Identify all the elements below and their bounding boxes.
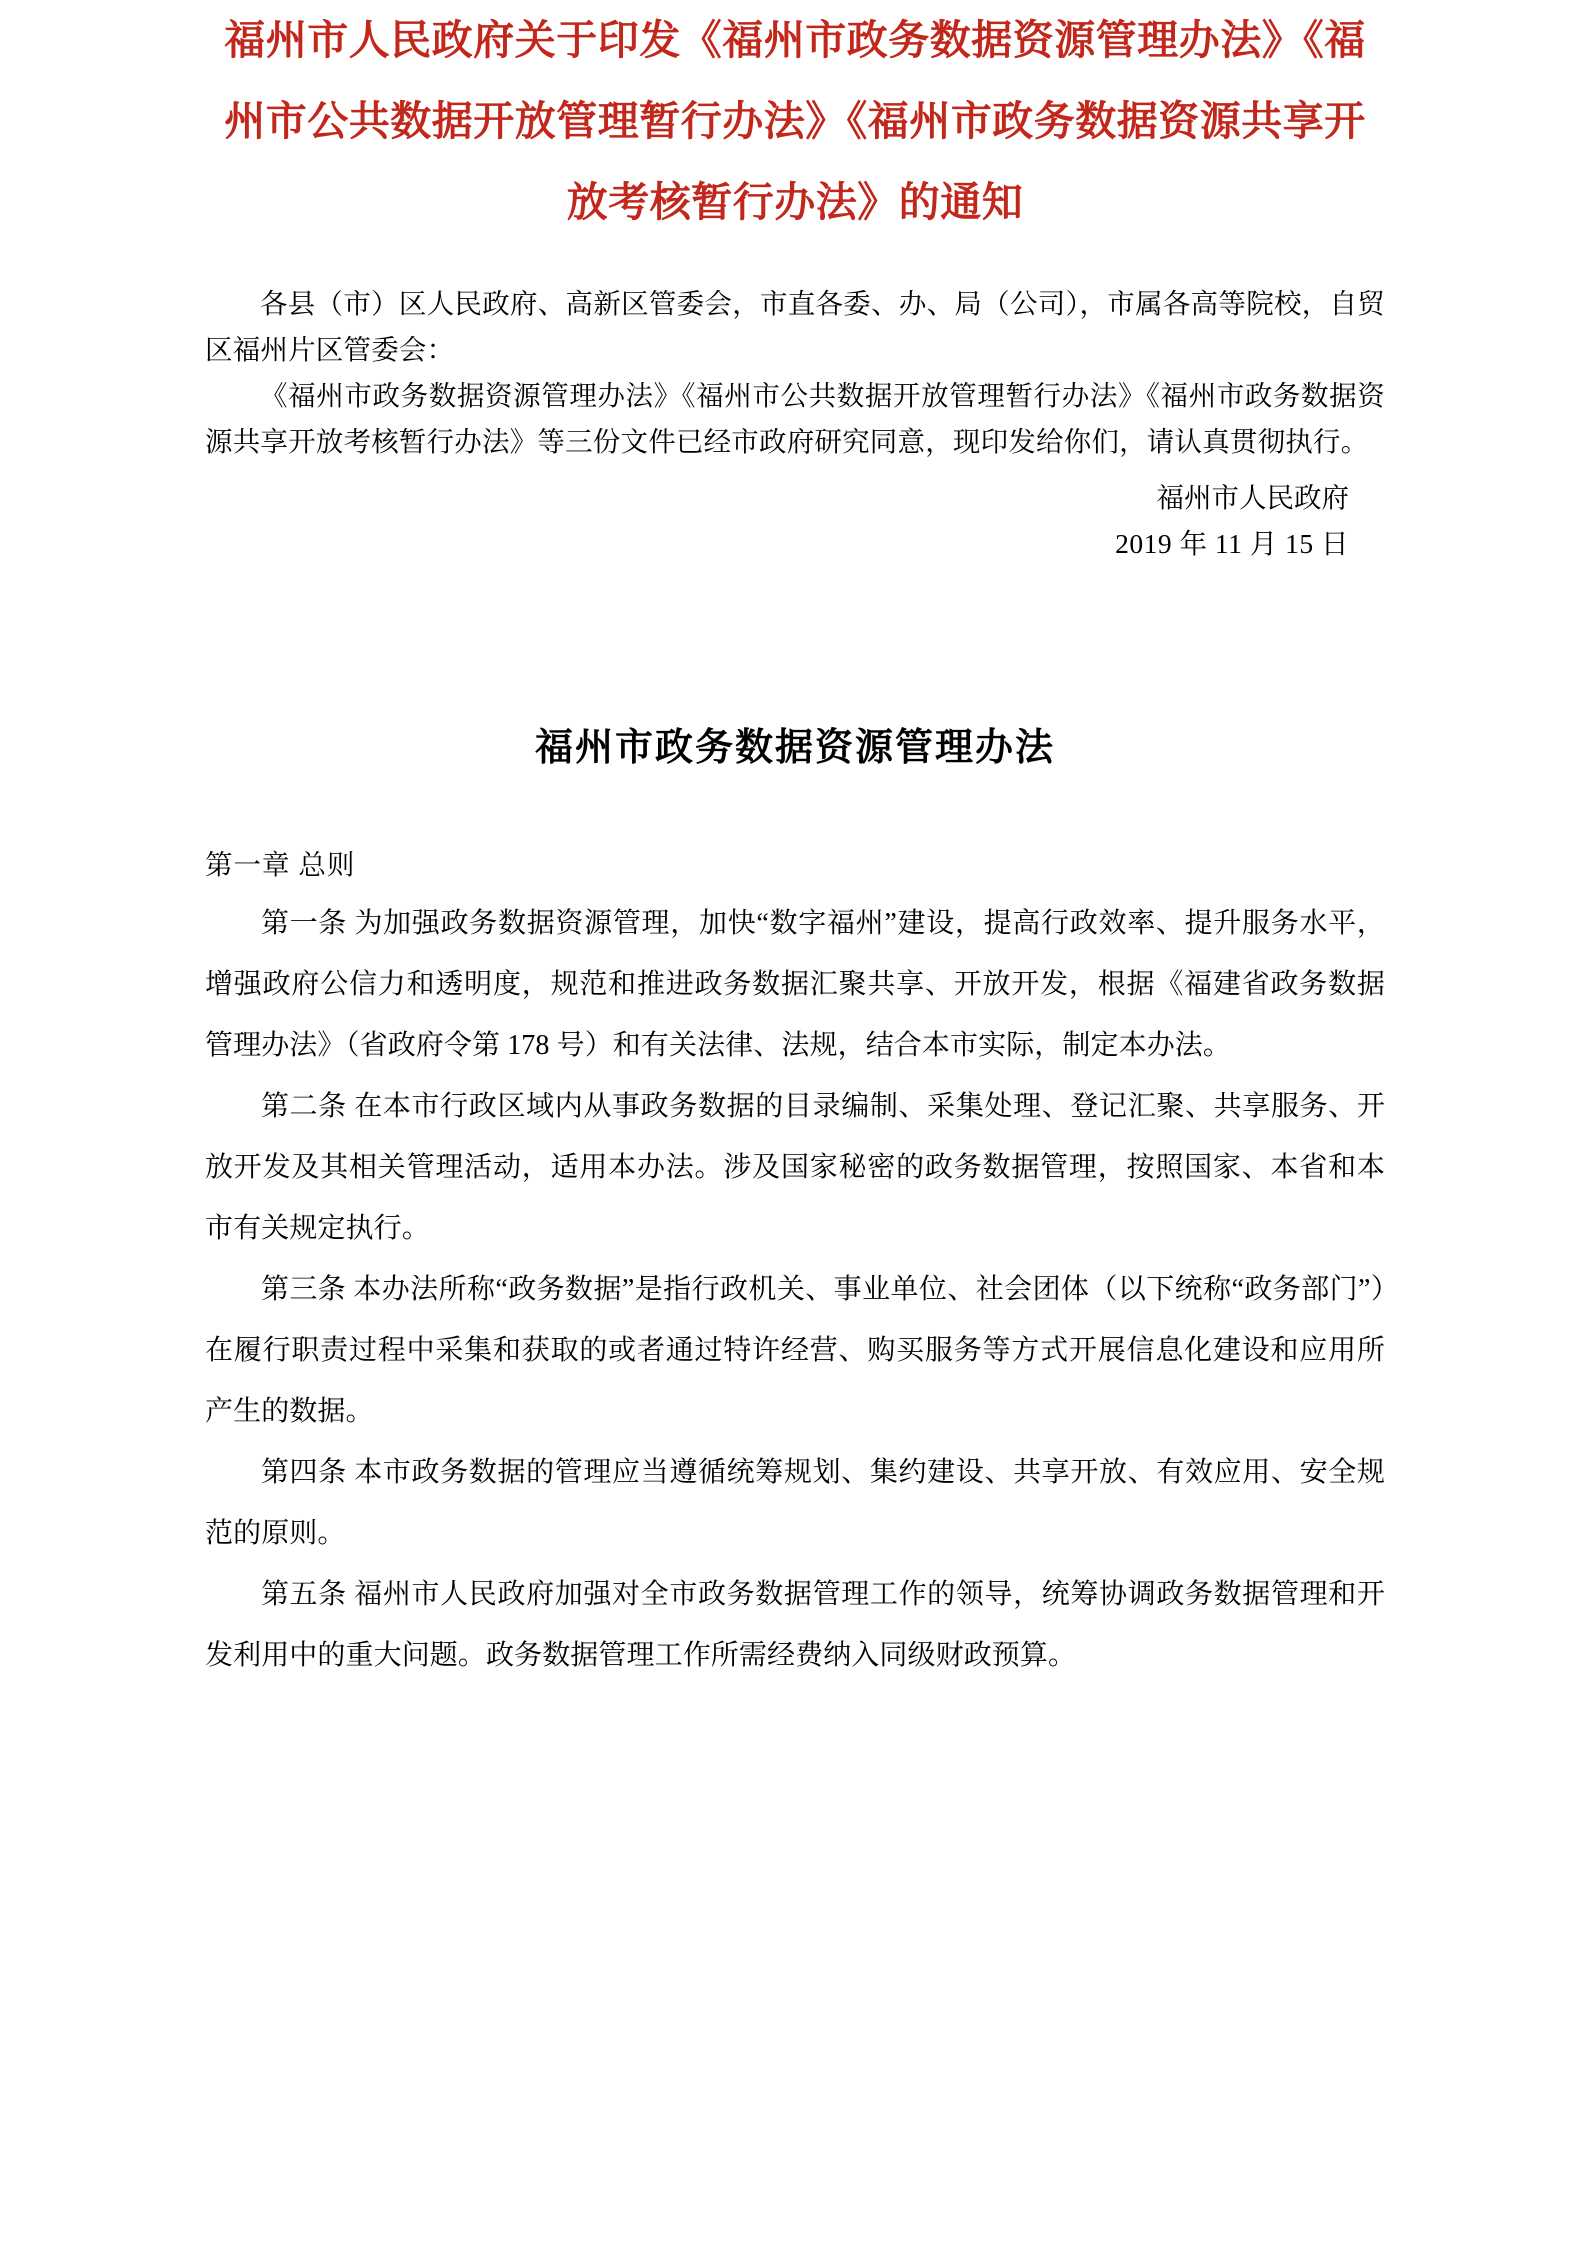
notice-title-line-1: 福州市人民政府关于印发《福州市政务数据资源管理办法》《福 bbox=[224, 16, 1366, 64]
article-label: 第四条 bbox=[261, 1457, 355, 1488]
section-gap bbox=[205, 567, 1385, 717]
notice-title-line-2: 州市公共数据开放管理暂行办法》《福州市政务数据资源共享开 bbox=[224, 97, 1366, 145]
document-content bbox=[205, 0, 1385, 1686]
chapter-heading: 第一章 总则 bbox=[205, 849, 356, 880]
article-text: 福州市人民政府加强对全市政务数据管理工作的领导，统筹协调政务数据管理和开发利用中的重大问题。政务数据管理工作所需经费纳入同级财政预算。 bbox=[205, 1579, 1385, 1671]
article-text: 本办法所称“政务数据”是指行政机关、事业单位、社会团体（以下统称“政务部门”）在履行职责过程中采集和获取的或者通过特许经营、购买服务等方式开展信息化建设和应用所产生的数据。 bbox=[205, 1274, 1385, 1427]
article-item bbox=[205, 1259, 1385, 1442]
signature-date: 2019 年 11 月 15 日 bbox=[1115, 528, 1349, 559]
article-label: 第二条 bbox=[261, 1091, 355, 1122]
signature-block bbox=[205, 475, 1385, 567]
article-item bbox=[205, 1564, 1385, 1686]
article-text: 本市政务数据的管理应当遵循统筹规划、集约建设、共享开放、有效应用、安全规范的原则。 bbox=[205, 1457, 1385, 1549]
article-label: 第一条 bbox=[261, 908, 355, 939]
signature-issuer: 福州市人民政府 bbox=[1156, 482, 1349, 513]
measures-title-gap bbox=[205, 777, 1385, 837]
article-item bbox=[205, 1076, 1385, 1259]
article-item bbox=[205, 893, 1385, 1076]
article-label: 第三条 bbox=[261, 1274, 354, 1305]
article-text: 为加强政务数据资源管理，加快“数字福州”建设，提高行政效率、提升服务水平，增强政府公信力和透明度，规范和推进政务数据汇聚共享、开放开发，根据《福建省政务数据管理办法》（省政府令第 178 号）和有关法律、法规，结合本市实际，制定本办法。 bbox=[205, 908, 1385, 1061]
article-item bbox=[205, 1442, 1385, 1564]
notice-title bbox=[205, 0, 1385, 243]
title-spacer bbox=[205, 243, 1385, 281]
notice-body-paragraph: 《福州市政务数据资源管理办法》《福州市公共数据开放管理暂行办法》《福州市政务数据资源共享开放考核暂行办法》等三份文件已经市政府研究同意，现印发给你们，请认真贯彻执行。 bbox=[205, 380, 1385, 457]
article-text: 在本市行政区域内从事政务数据的目录编制、采集处理、登记汇聚、共享服务、开放开发及其相关管理活动，适用本办法。涉及国家秘密的政务数据管理，按照国家、本省和本市有关规定执行。 bbox=[205, 1091, 1385, 1244]
recipients-paragraph: 各县（市）区人民政府、高新区管委会，市直各委、办、局（公司），市属各高等院校，自贸区福州片区管委会： bbox=[205, 288, 1385, 365]
notice-title-line-3: 放考核暂行办法》的通知 bbox=[566, 178, 1024, 226]
article-label: 第五条 bbox=[261, 1579, 355, 1610]
measures-title: 福州市政务数据资源管理办法 bbox=[534, 724, 1055, 769]
